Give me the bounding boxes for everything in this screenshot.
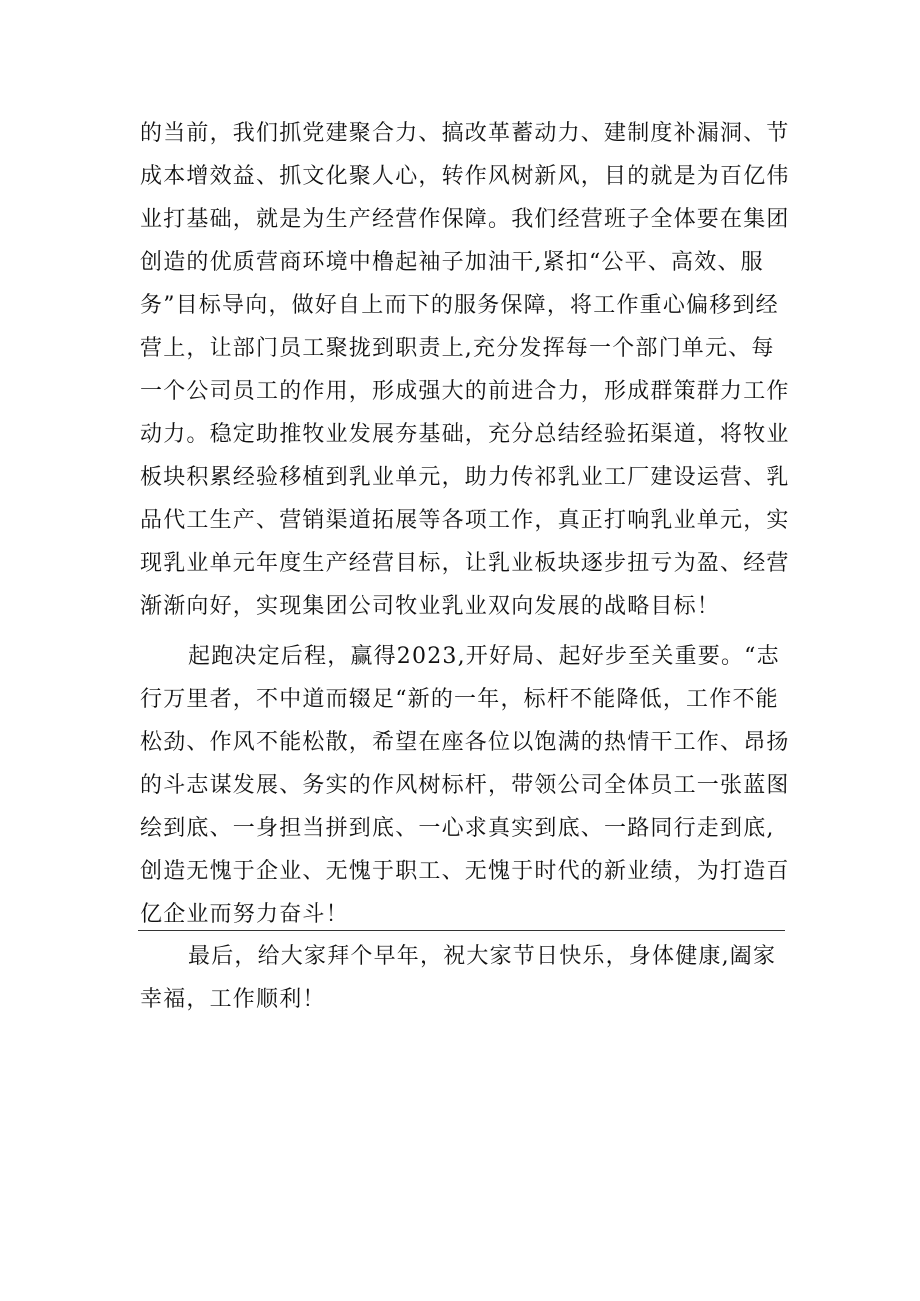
- paragraph-1-line-9: 板块积累经验移植到乳业单元，助力传祁乳业工厂建设运营、乳: [140, 465, 790, 490]
- paragraph-1-line-4: 创造的优质营商环境中橹起袖子加油干,紧扣“公平、高效、服: [140, 250, 764, 275]
- paragraph-1-line-12: 渐渐向好，实现集团公司牧业乳业双向发展的战略目标！: [140, 594, 721, 619]
- paragraph-2-line-4: 的斗志谋发展、务实的作风树标杆，带领公司全体员工一张蓝图: [140, 773, 790, 798]
- paragraph-3-line-2: 幸福，工作顺利！: [140, 987, 326, 1012]
- paragraph-1-line-8: 动力。稳定助推牧业发展夯基础，充分总结经验拓渠道，将牧业: [140, 422, 790, 447]
- paragraph-2-line-1: 起跑决定后程，赢得2023,开好局、起好步至关重要。“志: [188, 644, 780, 669]
- paragraph-1-line-11: 现乳业单元年度生产经营目标，让乳业板块逐步扭亏为盈、经营: [140, 551, 790, 576]
- paragraph-1-line-5: 务”目标导向，做好自上而下的服务保障，将工作重心偏移到经: [140, 293, 779, 318]
- paragraph-1-line-3: 业打基础，就是为生产经营作保障。我们经营班子全体要在集团: [140, 207, 790, 232]
- paragraph-2-line-2: 行万里者，不中道而辍足“新的一年，标杆不能降低，工作不能: [140, 687, 779, 712]
- section-divider: [138, 930, 785, 931]
- paragraph-2-line-7: 亿企业而努力奋斗！: [140, 902, 349, 927]
- paragraph-1-line-1: 的当前，我们抓党建聚合力、搞改革蓄动力、建制度补漏洞、节: [140, 121, 790, 146]
- paragraph-2-line-3: 松劲、作风不能松散，希望在座各位以饱满的热情干工作、昂扬: [140, 730, 790, 755]
- paragraph-1-line-2: 成本增效益、抓文化聚人心，转作风树新风，目的就是为百亿伟: [140, 164, 790, 189]
- paragraph-2-line-6: 创造无愧于企业、无愧于职工、无愧于时代的新业绩，为打造百: [140, 859, 790, 884]
- paragraph-1-line-10: 品代工生产、营销渠道拓展等各项工作，真正打响乳业单元，实: [140, 508, 790, 533]
- paragraph-2-line-5: 绘到底、一身担当拼到底、一心求真实到底、一路同行走到底,: [140, 816, 775, 841]
- paragraph-1-line-6: 营上，让部门员工聚拢到职责上,充分发挥每一个部门单元、每: [140, 336, 775, 361]
- paragraph-1-line-7: 一个公司员工的作用，形成强大的前进合力，形成群策群力工作: [140, 379, 790, 404]
- paragraph-3-line-1: 最后，给大家拜个早年，祝大家节日快乐，身体健康,阖家: [188, 944, 777, 969]
